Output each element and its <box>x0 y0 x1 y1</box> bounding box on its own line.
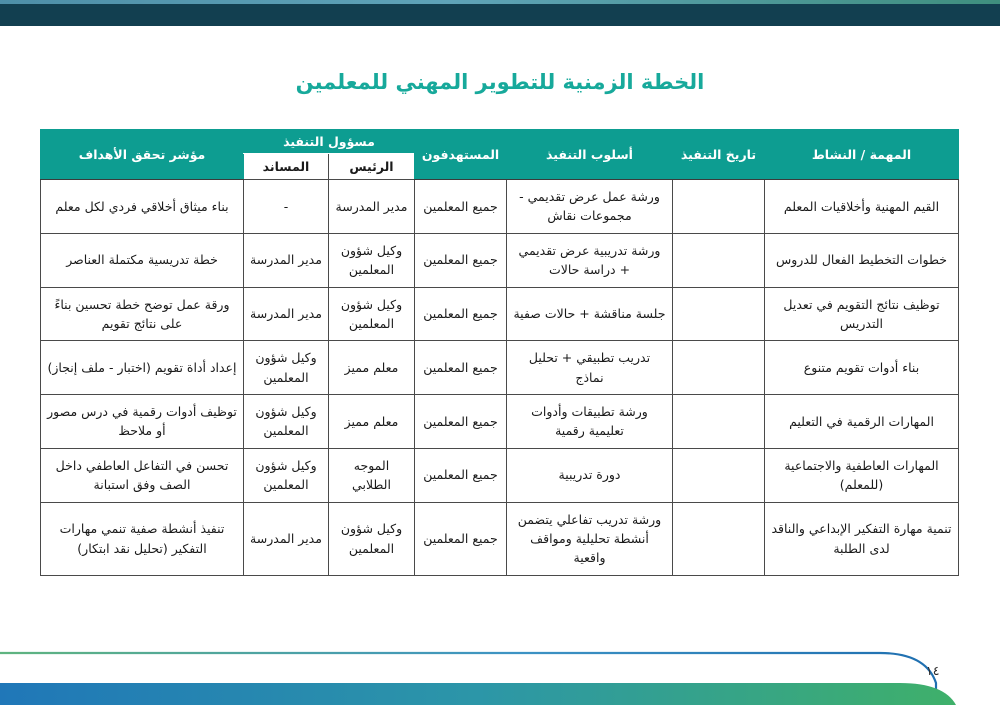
cell-activity: توظيف نتائج التقويم في تعديل التدريس <box>765 287 959 341</box>
cell-responsible-main: وكيل شؤون المعلمين <box>329 502 415 575</box>
col-header-indicator: مؤشر تحقق الأهداف <box>41 130 244 180</box>
cell-date <box>673 502 765 575</box>
cell-method: ورشة تطبيقات وأدوات تعليمية رقمية <box>507 395 673 449</box>
table-row <box>41 341 959 395</box>
col-header-responsible-group: مسؤول التنفيذ <box>244 130 415 154</box>
cell-responsible-support: - <box>244 180 329 234</box>
cell-method: ورشة عمل عرض تقديمي - مجموعات نقاش <box>507 180 673 234</box>
table-header-row-top <box>41 130 959 154</box>
plan-table-container <box>41 129 959 576</box>
cell-activity: بناء أدوات تقويم متنوع <box>765 341 959 395</box>
top-header-bar <box>0 4 1000 26</box>
cell-method: تدريب تطبيقي + تحليل نماذج <box>507 341 673 395</box>
cell-date <box>673 287 765 341</box>
cell-target: جميع المعلمين <box>415 180 507 234</box>
table-row <box>41 448 959 502</box>
table-body <box>41 180 959 576</box>
cell-date <box>673 233 765 287</box>
cell-responsible-support: وكيل شؤون المعلمين <box>244 448 329 502</box>
col-header-responsible-support: المساند <box>244 154 329 180</box>
table-row <box>41 180 959 234</box>
cell-responsible-main: وكيل شؤون المعلمين <box>329 287 415 341</box>
cell-activity: تنمية مهارة التفكير الإبداعي والناقد لدى الطلبة <box>765 502 959 575</box>
cell-target: جميع المعلمين <box>415 341 507 395</box>
col-header-activity: المهمة / النشاط <box>765 130 959 180</box>
cell-indicator: إعداد أداة تقويم (اختبار - ملف إنجاز) <box>41 341 244 395</box>
cell-responsible-support: وكيل شؤون المعلمين <box>244 395 329 449</box>
cell-responsible-support: مدير المدرسة <box>244 502 329 575</box>
col-header-method: أسلوب التنفيذ <box>507 130 673 180</box>
cell-date <box>673 341 765 395</box>
cell-indicator: توظيف أدوات رقمية في درس مصور أو ملاحظ <box>41 395 244 449</box>
cell-date <box>673 448 765 502</box>
cell-activity: المهارات العاطفية والاجتماعية (للمعلم) <box>765 448 959 502</box>
cell-responsible-support: مدير المدرسة <box>244 233 329 287</box>
table-row <box>41 395 959 449</box>
cell-target: جميع المعلمين <box>415 502 507 575</box>
cell-activity: خطوات التخطيط الفعال للدروس <box>765 233 959 287</box>
cell-method: جلسة مناقشة + حالات صفية <box>507 287 673 341</box>
cell-method: دورة تدريبية <box>507 448 673 502</box>
cell-indicator: خطة تدريسية مكتملة العناصر <box>41 233 244 287</box>
cell-date <box>673 180 765 234</box>
cell-date <box>673 395 765 449</box>
table-row <box>41 502 959 575</box>
cell-responsible-main: مدير المدرسة <box>329 180 415 234</box>
footer-gradient-bar <box>0 683 956 705</box>
page-title: الخطة الزمنية للتطوير المهني للمعلمين <box>295 70 705 94</box>
cell-target: جميع المعلمين <box>415 395 507 449</box>
table-header <box>41 130 959 180</box>
cell-responsible-main: وكيل شؤون المعلمين <box>329 233 415 287</box>
cell-method: ورشة تدريب تفاعلي يتضمن أنشطة تحليلية ومواقف واقعية <box>507 502 673 575</box>
col-header-date: تاريخ التنفيذ <box>673 130 765 180</box>
table-row <box>41 233 959 287</box>
cell-target: جميع المعلمين <box>415 448 507 502</box>
cell-target: جميع المعلمين <box>415 287 507 341</box>
cell-responsible-main: معلم مميز <box>329 341 415 395</box>
page-number: ١٤ <box>926 663 940 678</box>
cell-responsible-main: الموجه الطلابي <box>329 448 415 502</box>
cell-indicator: تحسن في التفاعل العاطفي داخل الصف وفق استبانة <box>41 448 244 502</box>
footer-decoration <box>0 605 1000 705</box>
cell-indicator: ورقة عمل توضح خطة تحسين بناءً على نتائج تقويم <box>41 287 244 341</box>
cell-responsible-main: معلم مميز <box>329 395 415 449</box>
col-header-target: المستهدفون <box>415 130 507 180</box>
cell-activity: المهارات الرقمية في التعليم <box>765 395 959 449</box>
cell-indicator: بناء ميثاق أخلاقي فردي لكل معلم <box>41 180 244 234</box>
cell-method: ورشة تدريبية عرض تقديمي + دراسة حالات <box>507 233 673 287</box>
cell-target: جميع المعلمين <box>415 233 507 287</box>
cell-activity: القيم المهنية وأخلاقيات المعلم <box>765 180 959 234</box>
table-row <box>41 287 959 341</box>
cell-indicator: تنفيذ أنشطة صفية تنمي مهارات التفكير (تحليل نقد ابتكار) <box>41 502 244 575</box>
cell-responsible-support: مدير المدرسة <box>244 287 329 341</box>
professional-development-plan-table <box>40 129 959 576</box>
footer-curve-line <box>0 653 936 705</box>
cell-responsible-support: وكيل شؤون المعلمين <box>244 341 329 395</box>
col-header-responsible-main: الرئيس <box>329 154 415 180</box>
